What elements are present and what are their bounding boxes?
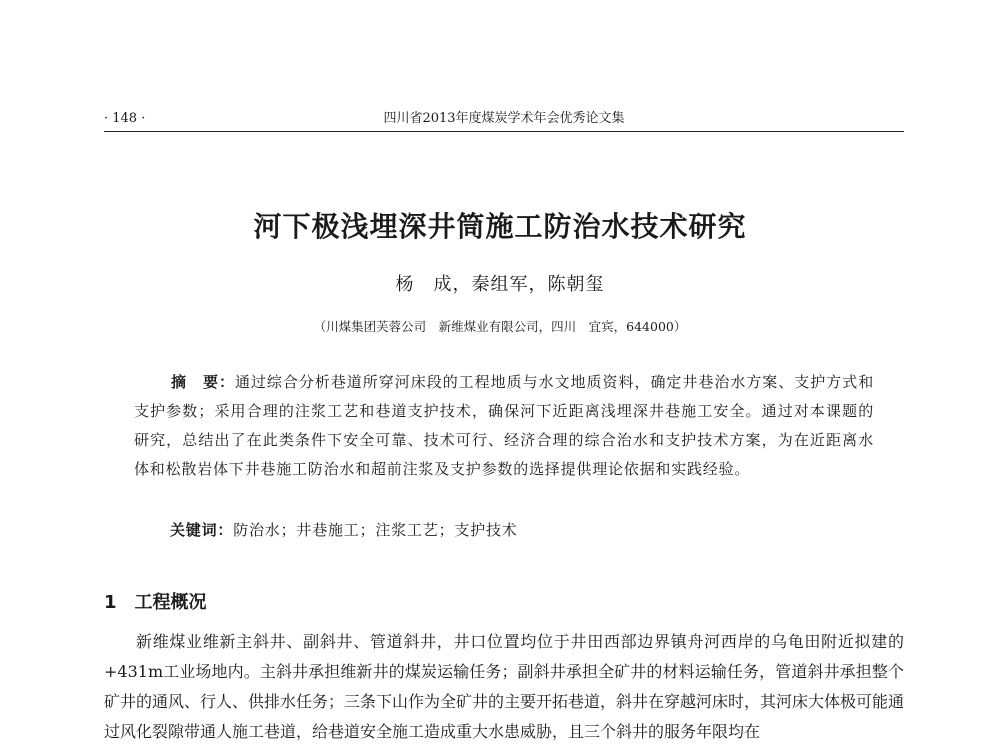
abstract-label: 摘 要： xyxy=(171,373,235,391)
section-body xyxy=(104,627,904,747)
keywords xyxy=(170,516,870,545)
section-heading xyxy=(104,588,207,614)
paper-title: 河下极浅埋深井筒施工防治水技术研究 xyxy=(253,210,747,243)
abstract xyxy=(134,368,874,484)
section-title: 工程概况 xyxy=(134,592,207,613)
page-number: · 148 · xyxy=(104,111,146,126)
abstract-text: 通过综合分析巷道所穿河床段的工程地质与水文地质资料，确定井巷治水方案、支护方式和支护参数；采用合理的注浆工艺和巷道支护技术，确保河下近距离浅埋深井巷施工安全。通过对本课题的研究，总结出了在此类条件下安全可靠、技术可行、经济合理的综合治水和支护技术方案，为在近距离水体和松散岩体下井巷施工防治水和超前注浆及支护参数的选择提供理论依据和实践经验。 xyxy=(134,373,874,478)
paper-affiliation: （川煤集团芙蓉公司 新维煤业有限公司，四川 宜宾，644000） xyxy=(313,319,687,334)
section-number: 1 xyxy=(104,592,117,613)
header-rule xyxy=(104,131,904,132)
running-header xyxy=(104,108,904,130)
keywords-label: 关键词： xyxy=(170,521,234,539)
journal-title: 四川省2013年度煤炭学术年会优秀论文集 xyxy=(383,111,625,126)
body-paragraph: 新维煤业维新主斜井、副斜井、管道斜井，井口位置均位于井田西部边界镇舟河西岸的乌龟田附近拟建的+431m工业场地内。主斜井承担维新井的煤炭运输任务；副斜井承担全矿井的材料运输任务，管道斜井承担整个矿井的通风、行人、供排水任务；三条下山作为全矿井的主要开拓巷道，斜井在穿越河床时，其河床大体极可能通过风化裂隙带通人施工巷道，给巷道安全施工造成重大水患威胁，且三个斜井的服务年限均在 xyxy=(104,632,905,741)
keywords-text: 防治水；井巷施工；注浆工艺；支护技术 xyxy=(233,521,518,539)
paper-authors: 杨 成，秦组军，陈朝玺 xyxy=(395,274,605,295)
